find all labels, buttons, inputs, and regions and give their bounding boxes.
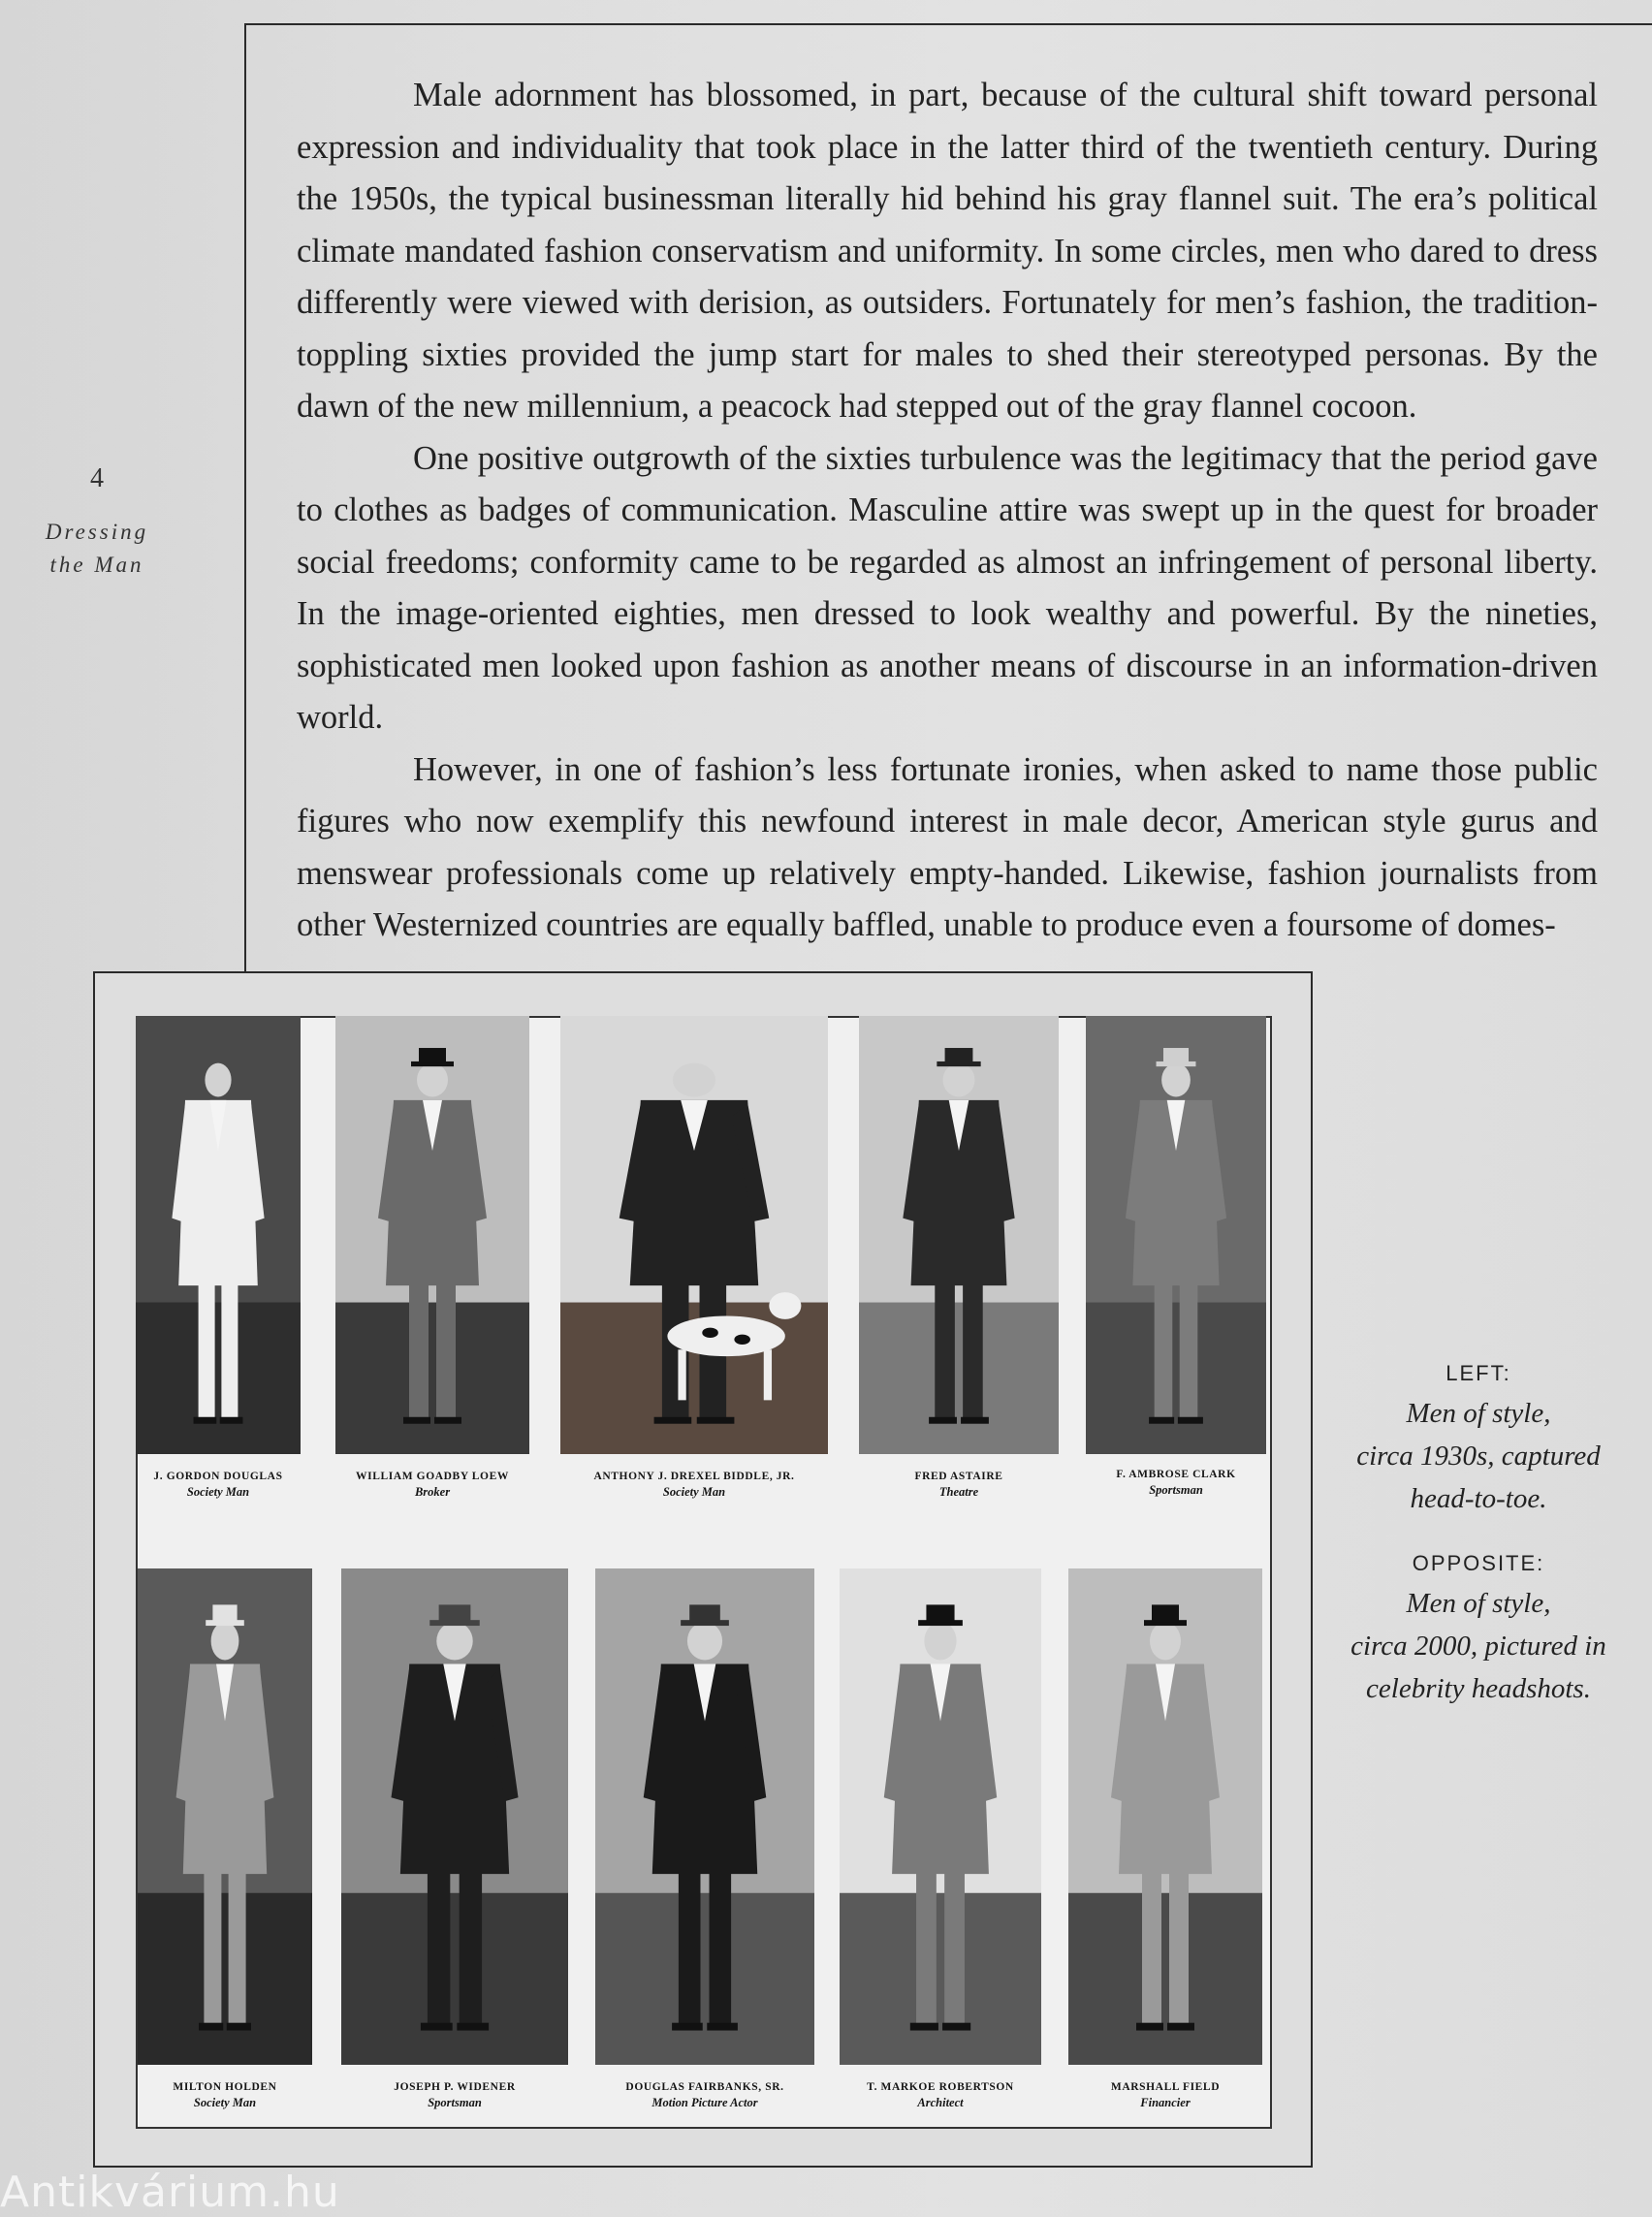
caption-row2-3: DOUGLAS FAIRBANKS, SR. Motion Picture Actor — [625, 2081, 784, 2109]
dog-leg — [678, 1349, 685, 1400]
photo-anthony-drexel-biddle — [560, 1016, 828, 1454]
figure-shoe — [1167, 2023, 1194, 2031]
figure-shoe — [929, 1417, 957, 1424]
figure-leg — [221, 1269, 238, 1420]
figure-hat-crown — [945, 1048, 973, 1063]
figure-head — [211, 1622, 239, 1660]
photo-ground — [138, 1893, 312, 2065]
figure-shoe — [961, 1417, 989, 1424]
figure-shoe — [707, 2023, 738, 2031]
photo-ground — [840, 1893, 1041, 2065]
watermark-text: Antikvárium.hu — [0, 2168, 340, 2217]
figure-shoe — [672, 2023, 703, 2031]
figure-head — [417, 1063, 448, 1097]
photo-ground — [595, 1893, 814, 2065]
running-head-line-2: the Man — [49, 553, 144, 577]
paragraph-1: Male adornment has blossomed, in part, because of the cultural shift toward personal expression and individuality that took place in the latter third of the twentieth century. During the 1950s, the typical businessman literally hid behind his gray flannel suit. The era’s political climate mandated fashion conservatism and uniformity. In some circles, men who dared to dress differently were viewed with derision, as outsiders. Fortunately for men’s fashion, the tradition-toppling sixties provided the jump start for males to shed their stereotyped personas. By the dawn of the new millennium, a peacock had stepped out of the gray flannel cocoon. — [297, 77, 1598, 425]
page-number: 4 — [90, 463, 104, 493]
figure-head — [1150, 1622, 1181, 1660]
paragraph-3: However, in one of fashion’s less fortunate ironies, when asked to name those public figures who now exemplify this newfound interest in male decor, American style gurus and menswear professionals come up relatively empty-handed. Likewise, fashion journalists from other Westernized countries are equally baffled, unable to produce even a foursome of domes- — [297, 750, 1598, 943]
figure-hat-crown — [926, 1604, 954, 1622]
figure-shoe — [942, 2023, 970, 2031]
photo-william-goadby-loew — [335, 1016, 529, 1454]
photo-ground — [136, 1303, 301, 1454]
figure-leg — [944, 1854, 965, 2026]
figure-shoe — [1178, 1417, 1203, 1424]
figure-shoe — [220, 1417, 243, 1424]
figure-leg — [409, 1269, 429, 1420]
figure-head — [943, 1063, 975, 1097]
figure-hat-crown — [419, 1048, 446, 1063]
caption-row2-1: MILTON HOLDEN Society Man — [173, 2081, 277, 2109]
body-text — [297, 70, 1598, 952]
figure-leg — [916, 1854, 937, 2026]
figure-leg — [935, 1269, 955, 1420]
figure-hat-crown — [439, 1604, 471, 1622]
figure-shoe — [227, 2023, 251, 2031]
photo-t-markoe-robertson — [840, 1568, 1041, 2065]
figure-leg — [679, 1854, 701, 2026]
photo-ground — [341, 1893, 568, 2065]
photo-ground — [859, 1303, 1059, 1454]
figure-leg — [1142, 1854, 1161, 2026]
figure-leg — [710, 1854, 732, 2026]
figure-leg — [1155, 1269, 1173, 1420]
figure-leg — [1180, 1269, 1198, 1420]
figure-shoe — [697, 1417, 735, 1424]
figure-leg — [204, 1854, 221, 2026]
figure-shoe — [199, 2023, 223, 2031]
running-head — [19, 516, 175, 582]
photo-ground — [1068, 1893, 1262, 2065]
figure-leg — [436, 1269, 456, 1420]
dog-leg — [764, 1349, 772, 1400]
figure-leg — [428, 1854, 450, 2026]
figure-hat-crown — [212, 1604, 237, 1622]
figure-shoe — [434, 1417, 461, 1424]
caption-row1-4: FRED ASTAIRE Theatre — [914, 1471, 1003, 1499]
photo-ground — [335, 1303, 529, 1454]
caption-row1-1: J. GORDON DOUGLAS Society Man — [153, 1471, 283, 1499]
photo-j-gordon-douglas — [136, 1016, 301, 1454]
photo-f-ambrose-clark — [1086, 1016, 1266, 1454]
figure-head — [1161, 1063, 1191, 1097]
side-caption-left-label: LEFT: — [1446, 1361, 1511, 1385]
figure-shoe — [421, 2023, 453, 2031]
figure-hat-crown — [689, 1604, 720, 1622]
dog-spot — [734, 1335, 750, 1345]
running-head-line-1: Dressing — [45, 520, 149, 544]
figure-head — [924, 1622, 956, 1660]
caption-row2-2: JOSEPH P. WIDENER Sportsman — [394, 2081, 516, 2109]
paragraph-2: One positive outgrowth of the sixties turbulence was the legitimacy that the period gave to clothes as badges of communication. Masculine attire was swept up in the quest for broader social freedoms; conformity came to be regarded as almost an infringement of personal liberty. In the image-oriented eighties, men dressed to look wealthy and powerful. By the nineties, sophisticated men looked upon fashion as another means of discourse in an information-driven world. — [297, 439, 1598, 736]
figure-shoe — [403, 1417, 430, 1424]
caption-row1-5: F. AMBROSE CLARK Sportsman — [1116, 1469, 1236, 1497]
photo-joseph-widener — [341, 1568, 568, 2065]
caption-row2-4: T. MARKOE ROBERTSON Architect — [867, 2081, 1014, 2109]
figure-head — [687, 1622, 722, 1660]
photo-milton-holden — [138, 1568, 312, 2065]
caption-row2-5: MARSHALL FIELD Financier — [1110, 2081, 1221, 2109]
photo-marshall-field — [1068, 1568, 1262, 2065]
figure-hat-crown — [1163, 1048, 1189, 1063]
figure-leg — [1169, 1854, 1189, 2026]
figure-shoe — [654, 1417, 692, 1424]
caption-row1-3: ANTHONY J. DREXEL BIDDLE, JR. Society Man — [593, 1471, 795, 1499]
dog-spot — [702, 1328, 718, 1338]
side-caption-left: LEFT: Men of style, circa 1930s, captured head-to-toe. — [1348, 1361, 1609, 1520]
photo-douglas-fairbanks — [595, 1568, 814, 2065]
figure-head — [436, 1622, 472, 1660]
photo-ground — [1086, 1303, 1266, 1454]
side-caption-opposite: OPPOSITE: Men of style, circa 2000, pictured in celebrity headshots. — [1348, 1551, 1609, 1710]
figure-leg — [963, 1269, 983, 1420]
figure-hat-crown — [1152, 1604, 1179, 1622]
figure-shoe — [457, 2023, 489, 2031]
figure-shoe — [1149, 1417, 1174, 1424]
figure-head — [205, 1063, 231, 1097]
figure-leg — [460, 1854, 482, 2026]
figure-shoe — [1136, 2023, 1163, 2031]
side-caption-opposite-label: OPPOSITE: — [1412, 1551, 1545, 1575]
photo-fred-astaire — [859, 1016, 1059, 1454]
caption-row1-2: WILLIAM GOADBY LOEW Broker — [356, 1471, 509, 1499]
figure-shoe — [910, 2023, 938, 2031]
figure-head — [673, 1063, 715, 1097]
figure-leg — [229, 1854, 246, 2026]
figure-shoe — [194, 1417, 217, 1424]
dog-head — [769, 1292, 801, 1319]
figure-leg — [199, 1269, 215, 1420]
